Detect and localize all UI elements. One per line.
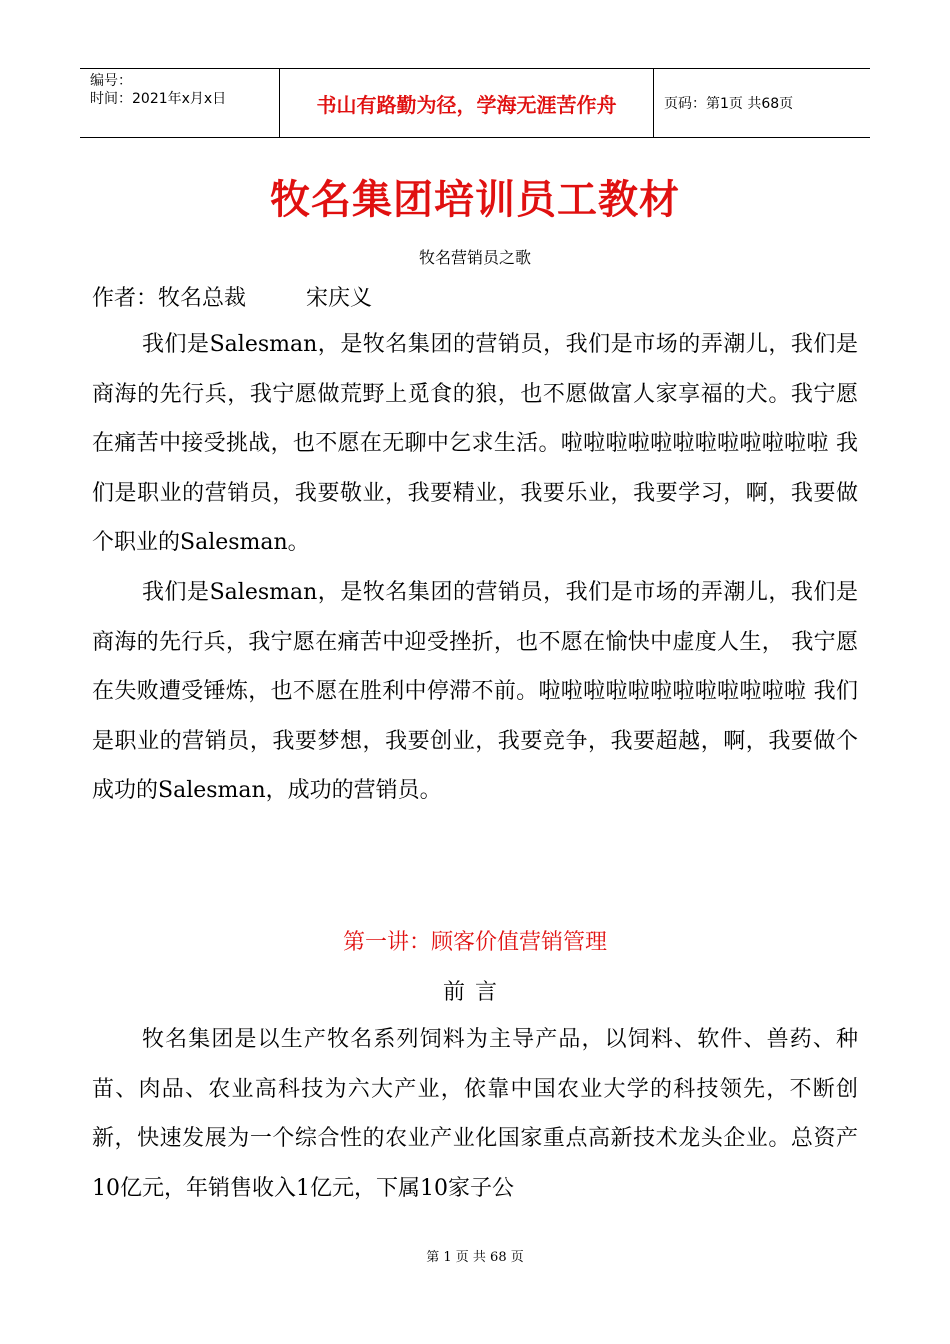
song-paragraph-1: 我们是Salesman，是牧名集团的营销员，我们是市场的弄潮儿，我们是商海的先行兵，我宁愿做荒野上觅食的狼，也不愿做富人家享福的犬。我宁愿在痛苦中接受挑战，也不愿在无聊中乞求生活。啦啦啦啦啦啦啦啦啦啦啦啦 我们是职业的营销员，我要敬业，我要精业，我要乐业，我要学习，啊，我要做个职业的Salesman。 bbox=[92, 332, 858, 555]
author-label: 作者：牧名总裁 bbox=[92, 286, 247, 311]
page-footer: 第 1 页 共 68 页 bbox=[426, 1250, 524, 1265]
time-label: 时间：2021年x月x日 bbox=[90, 91, 227, 107]
author-line bbox=[92, 281, 372, 312]
preface-paragraph: 牧名集团是以生产牧名系列饲料为主导产品，以饲料、软件、兽药、种苗、肉品、农业高科技为六大产业，依靠中国农业大学的科技领先，不断创新，快速发展为一个综合性的农业产业化国家重点高新技术龙头企业。总资产10亿元，年销售收入1亿元，下属10家子公 bbox=[92, 1027, 858, 1201]
lecture-title: 第一讲：顾客价值营销管理 bbox=[342, 930, 607, 955]
header-page-code: 页码：第1页 共68页 bbox=[664, 96, 794, 112]
number-label: 编号： bbox=[90, 73, 132, 89]
author-name: 宋庆义 bbox=[306, 286, 373, 311]
preface-title: 前言 bbox=[442, 980, 507, 1005]
header-meta-cell bbox=[80, 69, 280, 137]
document-subtitle: 牧名营销员之歌 bbox=[418, 248, 531, 267]
document-title: 牧名集团培训员工教材 bbox=[270, 177, 680, 223]
header-table bbox=[80, 68, 870, 138]
song-paragraph-2: 我们是Salesman，是牧名集团的营销员，我们是市场的弄潮儿，我们是商海的先行兵，我宁愿在痛苦中迎受挫折，也不愿在愉快中虚度人生， 我宁愿在失败遭受锤炼，也不愿在胜利中停滞不前。啦啦啦啦啦啦啦啦啦啦啦啦 我们是职业的营销员，我要梦想，我要创业，我要竞争，我要超越，啊，我要做个成功的Salesman，成功的营销员。 bbox=[92, 580, 858, 803]
header-motto: 书山有路勤为径，学海无涯苦作舟 bbox=[280, 69, 654, 137]
